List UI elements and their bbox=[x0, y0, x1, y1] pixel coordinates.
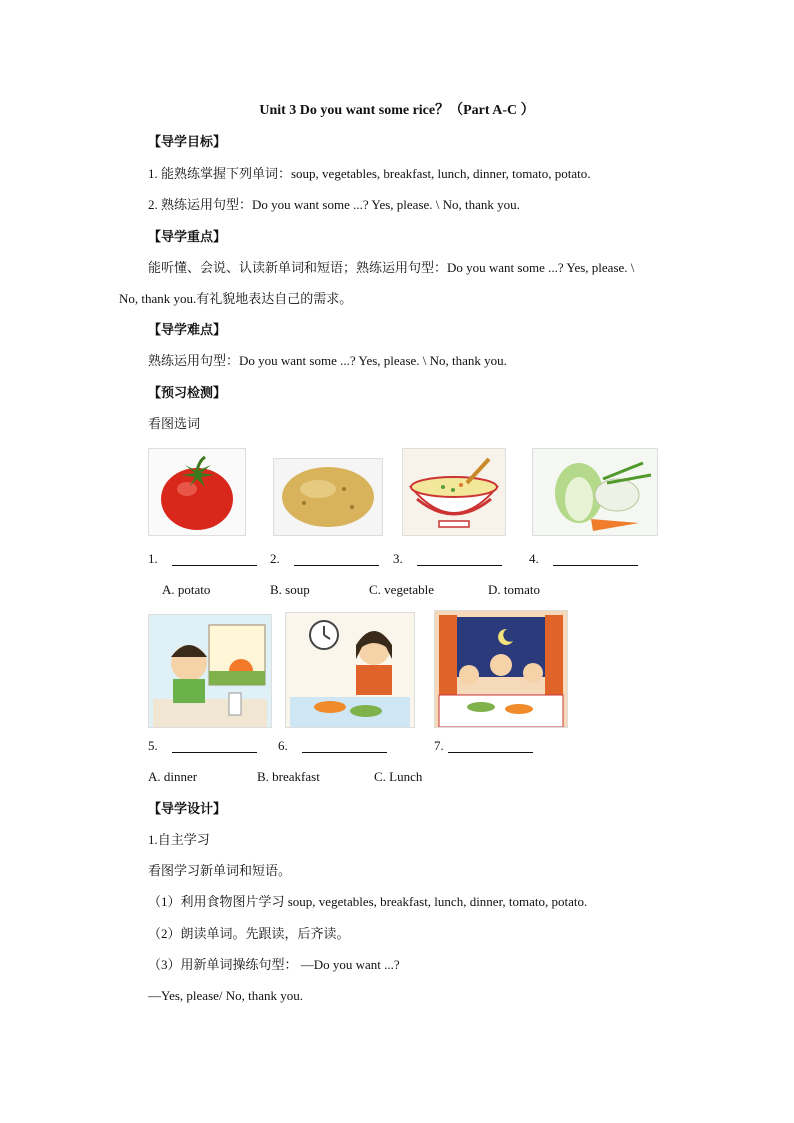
section-heading-key-points: 【导学重点】 bbox=[148, 229, 227, 244]
page-title: Unit 3 Do you want some rice？（Part A-C ） bbox=[259, 103, 535, 118]
option-a-potato: A. potato bbox=[162, 582, 211, 597]
section-heading-design: 【导学设计】 bbox=[148, 801, 227, 816]
step-2: （2）朗读单词。先跟读，后齐读。 bbox=[148, 926, 350, 941]
key-point-line-1: 能听懂、会说、认读新单词和短语；熟练运用句型：Do you want some ...? Yes, please. \ bbox=[148, 260, 635, 275]
option-c-vegetable: C. vegetable bbox=[369, 582, 434, 597]
blank-2-number: 2. bbox=[270, 551, 280, 566]
blank-4-number: 4. bbox=[529, 551, 539, 566]
design-instruction: 看图学习新单词和短语。 bbox=[148, 863, 292, 878]
answer-blank-4[interactable] bbox=[553, 553, 638, 566]
potato-picture bbox=[273, 458, 383, 536]
blank-5-number: 5. bbox=[148, 738, 158, 753]
option-a-dinner: A. dinner bbox=[148, 769, 198, 784]
section-heading-difficulties: 【导学难点】 bbox=[148, 322, 227, 337]
option-c-lunch: C. Lunch bbox=[374, 769, 423, 784]
dinner-scene-picture bbox=[434, 610, 568, 728]
blank-7-number: 7. bbox=[434, 738, 444, 753]
answer-blank-7[interactable] bbox=[448, 740, 533, 753]
option-b-breakfast: B. breakfast bbox=[257, 769, 320, 784]
breakfast-scene-picture bbox=[148, 614, 272, 728]
step-1: （1）利用食物图片学习 soup, vegetables, breakfast, lunch, dinner, tomato, potato. bbox=[148, 894, 588, 909]
goal-1: 1. 能熟练掌握下列单词：soup, vegetables, breakfast, lunch, dinner, tomato, potato. bbox=[148, 166, 591, 181]
option-d-tomato: D. tomato bbox=[488, 582, 540, 597]
lunch-scene-picture bbox=[285, 612, 415, 728]
step-3: （3）用新单词操练句型： —Do you want ...? bbox=[148, 957, 400, 972]
task-instruction: 看图选词 bbox=[148, 416, 201, 431]
answer-blank-3[interactable] bbox=[417, 553, 502, 566]
step-4: —Yes, please/ No, thank you. bbox=[148, 988, 304, 1003]
answer-blank-2[interactable] bbox=[294, 553, 379, 566]
section-heading-preview-check: 【预习检测】 bbox=[148, 385, 227, 400]
blank-3-number: 3. bbox=[393, 551, 403, 566]
option-b-soup: B. soup bbox=[270, 582, 310, 597]
blank-6-number: 6. bbox=[278, 738, 288, 753]
blank-1-number: 1. bbox=[148, 551, 158, 566]
soup-bowl-picture bbox=[402, 448, 506, 536]
key-point-line-2: No, thank you.有礼貌地表达自己的需求。 bbox=[119, 291, 353, 306]
difficulty-1: 熟练运用句型：Do you want some ...? Yes, please. \ No, thank you. bbox=[148, 353, 507, 368]
section-heading-goals: 【导学目标】 bbox=[148, 134, 227, 149]
answer-blank-5[interactable] bbox=[172, 740, 257, 753]
answer-blank-1[interactable] bbox=[172, 553, 257, 566]
tomato-picture bbox=[148, 448, 246, 536]
goal-2: 2. 熟练运用句型：Do you want some ...? Yes, please. \ No, thank you. bbox=[148, 197, 520, 212]
vegetables-picture bbox=[532, 448, 658, 536]
design-self-study: 1.自主学习 bbox=[148, 832, 210, 847]
answer-blank-6[interactable] bbox=[302, 740, 387, 753]
